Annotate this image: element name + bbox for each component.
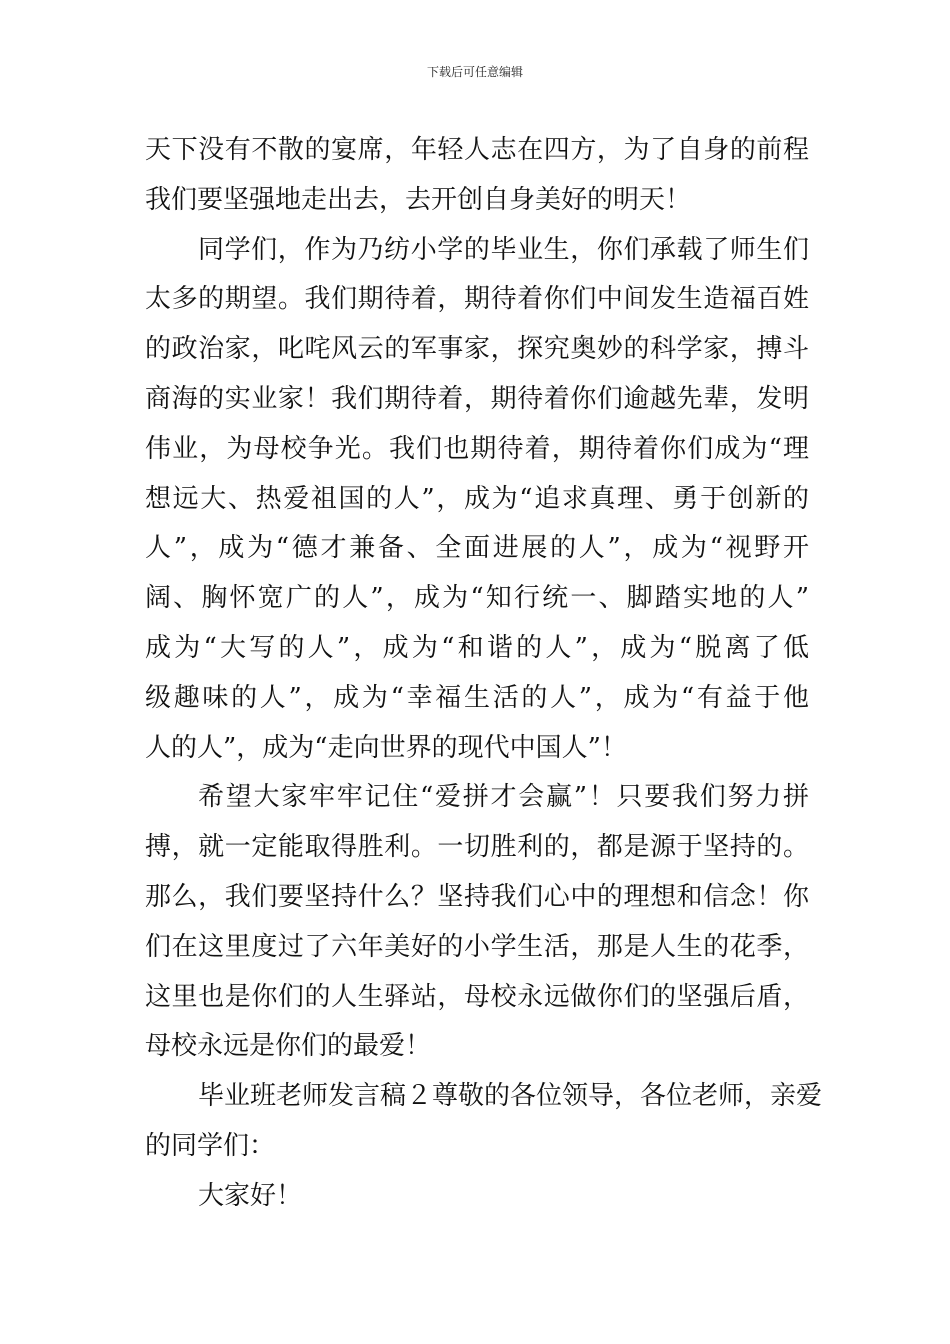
paragraph-line: 人”，成为“德才兼备、全面进展的人”，成为“视野开 — [145, 533, 809, 564]
paragraph-line: 太多的期望。我们期待着，期待着你们中间发生造福百姓 — [145, 284, 809, 315]
paragraph-line: 成为“大写的人”，成为“和谐的人”，成为“脱离了低 — [145, 632, 809, 663]
paragraph-line: 母校永远是你们的最爱！ — [145, 1031, 432, 1062]
paragraph-line: 商海的实业家！我们期待着，期待着你们逾越先辈，发明 — [145, 383, 809, 414]
paragraph-line: 同学们，作为乃纺小学的毕业生，你们承载了师生们 — [198, 234, 809, 265]
paragraph-line: 级趣味的人”，成为“幸福生活的人”，成为“有益于他 — [145, 682, 809, 713]
paragraph-line: 想远大、热爱祖国的人”，成为“追求真理、勇于创新的 — [145, 483, 809, 514]
paragraph-line: 大家好！ — [198, 1180, 303, 1211]
paragraph-line: 伟业，为母校争光。我们也期待着，期待着你们成为“理 — [145, 433, 809, 464]
paragraph-line: 毕业班老师发言稿２尊敬的各位领导，各位老师，亲爱 — [198, 1081, 823, 1112]
paragraph-line: 人的人”，成为“走向世界的现代中国人”！ — [145, 732, 627, 763]
document-body — [145, 126, 823, 1222]
paragraph-line: 希望大家牢牢记住“爱拼才会赢”！只要我们努力拼 — [198, 782, 809, 813]
paragraph-line: 的同学们： — [145, 1130, 276, 1161]
paragraph-line: 们在这里度过了六年美好的小学生活，那是人生的花季， — [145, 931, 809, 962]
paragraph-line: 我们要坚强地走出去，去开创自身美好的明天！ — [145, 184, 692, 215]
paragraph-line: 天下没有不散的宴席，年轻人志在四方，为了自身的前程 — [145, 135, 809, 165]
paragraph-line: 这里也是你们的人生驿站，母校永远做你们的坚强后盾， — [145, 981, 809, 1012]
page-header-note: 下载后可任意编辑 — [426, 65, 523, 79]
paragraph-line: 阔、胸怀宽广的人”，成为“知行统一、脚踏实地的人” — [145, 583, 809, 614]
paragraph-line: 搏，就一定能取得胜利。一切胜利的，都是源于坚持的。 — [145, 832, 809, 863]
paragraph-line: 那么，我们要坚持什么？坚持我们心中的理想和信念！你 — [145, 881, 809, 912]
paragraph-line: 的政治家，叱咤风云的军事家，探究奥妙的科学家，搏斗 — [145, 334, 809, 365]
